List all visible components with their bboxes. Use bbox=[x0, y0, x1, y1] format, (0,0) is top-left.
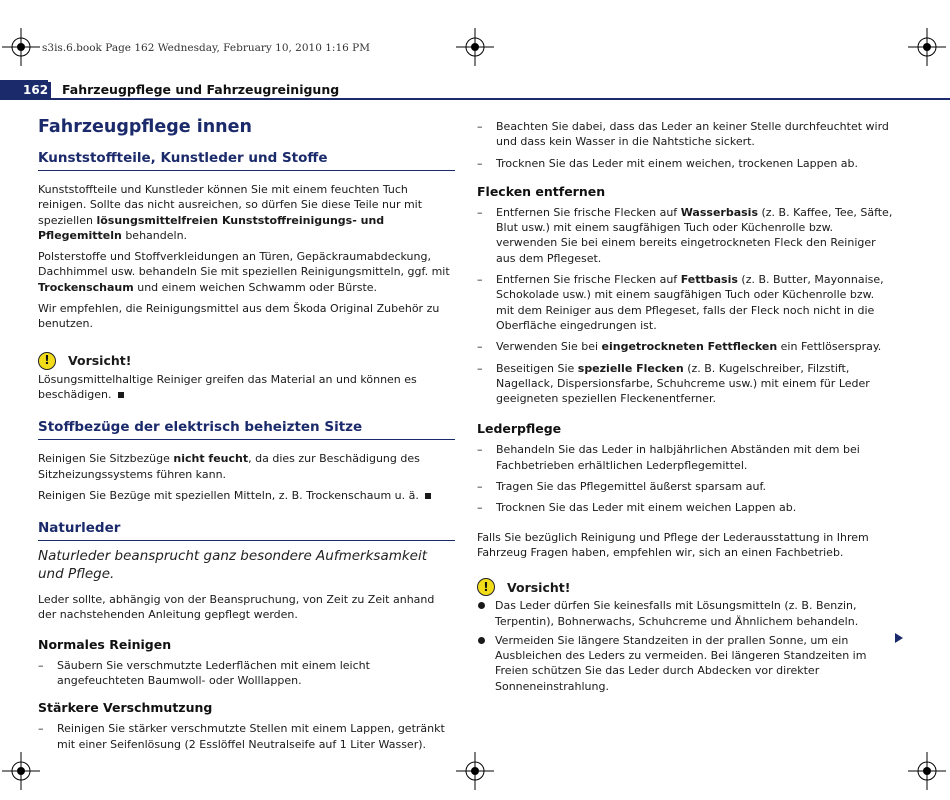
dash-list bbox=[38, 658, 455, 689]
bullet-item: Vermeiden Sie längere Standzeiten in der prallen Sonne, um ein Ausbleichen des Leders zu vermeiden. Bei längeren Standzeiten im Freien schützen Sie das Leder durch Abdecken vor direkter Sonneneinstrahlung. bbox=[477, 633, 894, 694]
subheading: Lederpflege bbox=[477, 421, 562, 437]
section-heading: Kunststoffteile, Kunstleder und Stoffe bbox=[38, 149, 455, 171]
list-item: – Tragen Sie das Pflegemittel äußerst sparsam auf. bbox=[477, 479, 894, 494]
list-item: – Trocknen Sie das Leder mit einem weichen, trockenen Lappen ab. bbox=[477, 156, 894, 171]
emphasis: Wasserbasis bbox=[680, 205, 758, 219]
registration-mark-icon bbox=[2, 28, 40, 66]
bullet-item: Das Leder dürfen Sie keinesfalls mit Lösungsmitteln (z. B. Benzin, Terpentin), Bohnerwachs, Schuhcreme und Ähnlichem behandeln. bbox=[477, 598, 894, 629]
paragraph bbox=[38, 451, 455, 482]
end-of-section-mark bbox=[118, 392, 124, 398]
dash-list bbox=[477, 119, 894, 171]
subheading: Flecken entfernen bbox=[477, 183, 606, 199]
list-item: – Behandeln Sie das Leder in halbjährlichen Abständen mit dem bei Fachbetrieben erhältlichen Lederpflegemittel. bbox=[477, 442, 894, 473]
emphasis: nicht feucht bbox=[173, 452, 249, 466]
paragraph bbox=[38, 182, 455, 243]
section-heading: Naturleder bbox=[38, 519, 455, 541]
registration-mark-icon bbox=[456, 28, 494, 66]
registration-mark-icon bbox=[2, 752, 40, 790]
emphasis: Trockenschaum bbox=[38, 280, 134, 294]
page-title: Fahrzeugpflege innen bbox=[38, 117, 252, 137]
warning-box bbox=[38, 352, 455, 403]
dash-list bbox=[477, 205, 894, 407]
text: , da dies zur Beschädigung des Sitzheizungssystems führen kann. bbox=[38, 452, 420, 481]
text: Kunststoffteile und Kunstleder können Sie mit einem feuchten Tuch reinigen. Sollte das nicht ausreichen, so dürfen Sie diese Teile nur mit speziellen bbox=[38, 183, 423, 227]
list-item: – Beachten Sie dabei, dass das Leder an keiner Stelle durchfeuchtet wird und dass kein Wasser in die Nahtstiche sickert. bbox=[477, 119, 894, 150]
emphasis: spezielle Flecken bbox=[577, 361, 684, 375]
warning-icon: ! bbox=[38, 352, 56, 370]
warning-box bbox=[477, 578, 894, 694]
emphasis: Fettbasis bbox=[680, 273, 738, 287]
left-column bbox=[38, 116, 455, 758]
text: behandeln. bbox=[121, 228, 188, 242]
section-natural-leather bbox=[38, 519, 455, 752]
text: Reinigen Sie Bezüge mit speziellen Mitteln, z. B. Trockenschaum u. ä. bbox=[38, 488, 419, 502]
end-of-section-mark bbox=[425, 493, 431, 499]
text: ein Fettlöserspray. bbox=[777, 340, 882, 354]
list-item bbox=[477, 272, 894, 333]
section-heated-seats bbox=[38, 418, 455, 503]
warning-title: Vorsicht! bbox=[68, 353, 132, 369]
warning-header bbox=[38, 352, 455, 370]
paragraph: Wir empfehlen, die Reinigungsmittel aus dem Škoda Original Zubehör zu benutzen. bbox=[38, 302, 440, 331]
text: und einem weichen Schwamm oder Bürste. bbox=[133, 280, 378, 294]
text: Verwenden Sie bei bbox=[496, 340, 602, 354]
list-item: – Reinigen Sie stärker verschmutzte Stellen mit einem Lappen, getränkt mit einer Seifenlösung (2 Esslöffel Neutralseife auf 1 Liter Wasser). bbox=[38, 721, 455, 752]
registration-mark-icon bbox=[908, 28, 946, 66]
paragraph: Falls Sie bezüglich Reinigung und Pflege der Lederausstattung in Ihrem Fahrzeug Fragen haben, empfehlen wir, sich an einen Fachbetrieb. bbox=[477, 530, 869, 559]
subheading: Stärkere Verschmutzung bbox=[38, 700, 213, 716]
warning-text bbox=[38, 372, 455, 403]
text: Entfernen Sie frische Flecken auf bbox=[496, 273, 681, 287]
paragraph bbox=[38, 488, 455, 503]
text: (z. B. Kaffee, Tee, Säfte, Blut usw.) mit einem saugfähigen Tuch oder Küchenrolle bzw. verwenden Sie bei einem bereits eingetrockneten Fleck den Reiniger aus dem Pflegeset. bbox=[496, 205, 893, 265]
registration-mark-icon bbox=[908, 752, 946, 790]
list-item bbox=[477, 361, 894, 407]
warning-icon: ! bbox=[477, 578, 495, 596]
list-item bbox=[477, 339, 894, 354]
dash-list bbox=[477, 442, 894, 515]
warning-title: Vorsicht! bbox=[507, 579, 571, 595]
dash-list bbox=[38, 721, 455, 752]
list-item: – Säubern Sie verschmutzte Lederflächen mit einem leicht angefeuchteten Baumwoll- oder Wolllappen. bbox=[38, 658, 455, 689]
lead-text: Naturleder beansprucht ganz besondere Aufmerksamkeit und Pflege. bbox=[38, 548, 428, 583]
section-plastics bbox=[38, 149, 455, 402]
text: Lösungsmittelhaltige Reiniger greifen das Material an und können es beschädigen. bbox=[38, 372, 417, 401]
right-column bbox=[477, 119, 894, 698]
paragraph bbox=[38, 249, 455, 295]
subheading: Normales Reinigen bbox=[38, 636, 172, 652]
list-item: – Trocknen Sie das Leder mit einem weichen Lappen ab. bbox=[477, 500, 894, 515]
text: Beseitigen Sie bbox=[496, 361, 578, 375]
page-number: 162 bbox=[20, 82, 51, 98]
running-header-title: Fahrzeugpflege und Fahrzeugreinigung bbox=[62, 82, 340, 97]
text: Entfernen Sie frische Flecken auf bbox=[496, 205, 681, 219]
text: (z. B. Butter, Mayonnaise, Schokolade usw.) mit einem saugfähigen Tuch oder Küchenrolle bzw. mit dem Reiniger aus dem Pflegeset, falls der Fleck noch nicht in die Oberfläche eingedrungen ist. bbox=[496, 273, 884, 332]
book-info-line: s3is.6.book Page 162 Wednesday, February 10, 2010 1:16 PM bbox=[42, 42, 370, 54]
text: Reinigen Sie Sitzbezüge bbox=[38, 452, 174, 466]
text: (z. B. Kugelschreiber, Filzstift, Nagellack, Dispersionsfarbe, Schuhcreme usw.) mit einem für Leder geeigneten speziellen Fleckenentferner. bbox=[496, 361, 870, 406]
emphasis: eingetrockneten Fettflecken bbox=[601, 340, 778, 354]
text: Polsterstoffe und Stoffverkleidungen an Türen, Gepäckraumabdeckung, Dachhimmel usw. behandeln Sie mit speziellen Reinigungsmitteln, ggf. mit bbox=[38, 250, 450, 279]
list-item bbox=[477, 205, 894, 266]
continue-arrow-icon bbox=[895, 633, 903, 643]
registration-mark-icon bbox=[456, 752, 494, 790]
header-rule bbox=[0, 98, 950, 100]
warning-header bbox=[477, 578, 894, 596]
paragraph: Leder sollte, abhängig von der Beanspruchung, von Zeit zu Zeit anhand der nachstehenden Anleitung gepflegt werden. bbox=[38, 593, 435, 622]
section-heading: Stoffbezüge der elektrisch beheizten Sitze bbox=[38, 418, 455, 440]
emphasis: lösungsmittelfreien Kunststoffreinigungs- und Pflegemitteln bbox=[38, 213, 385, 242]
